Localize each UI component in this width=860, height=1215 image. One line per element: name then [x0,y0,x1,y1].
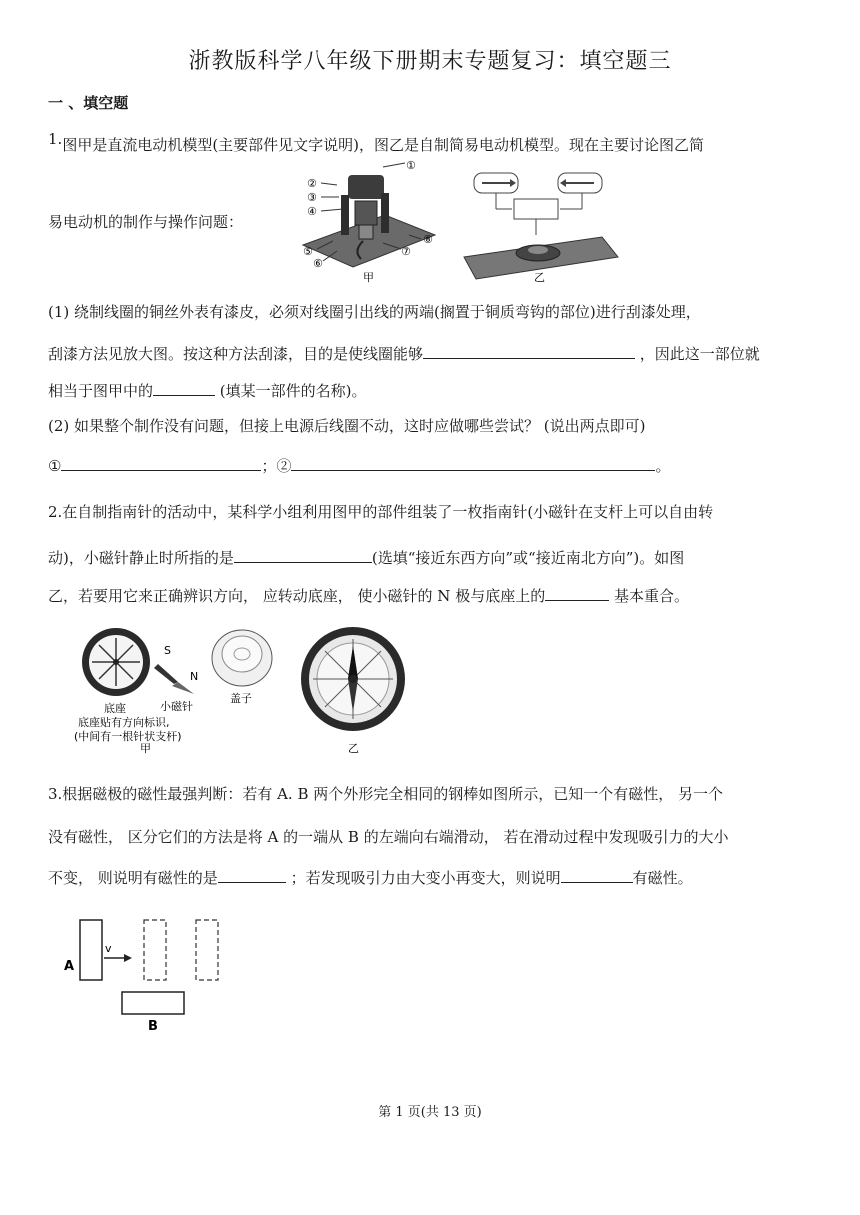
figure-steel-bars [60,912,240,1036]
answer-blank-q2-1[interactable] [234,546,372,563]
motor-label-5: ⑤ [303,245,313,258]
answer-blank-q1-2[interactable] [153,379,215,396]
motor-label-1: ① [406,159,416,172]
bar-a-label: A [64,959,75,974]
q1-p1-line3: 相当于图甲中的 (填某一部件的名称)。 [48,379,367,401]
q3-line2: 没有磁性， 区分它们的方法是将 A 的一端从 B 的左端向右端滑动， 若在滑动过程中发现吸引力的大小 [48,828,729,846]
figure-compass-jia [74,624,284,754]
q2-line1: 2.在自制指南针的活动中，某科学小组利用图甲的部件组装了一枚指南针(小磁针在支杆上可以自由转 [48,503,714,521]
base-note-1: 底座贴有方向标识, [78,716,170,729]
motor-jia-caption: 甲 [363,271,374,284]
base-label: 底座 [104,702,126,715]
answer-blank-q2-2[interactable] [545,584,609,601]
motor-label-4: ④ [307,205,317,218]
q1-p2-line1: (2) 如果整个制作没有问题，但接上电源后线圈不动，这时应做哪些尝试？ (说出两点即可) [48,417,646,435]
compass-jia-caption: 甲 [140,742,151,754]
motor-label-2: ② [307,177,317,190]
answer-blank-q1-4[interactable] [291,454,655,471]
q1-p1-line1: (1) 绕制线圈的铜丝外表有漆皮，必须对线圈引出线的两端(搁置于铜质弯钩的部位)进行刮漆处理， [48,303,701,321]
q3-line3: 不变， 则说明有磁性的是 ；若发现吸引力由大变小再变大，则说明 有磁性。 [48,866,693,888]
q1-line2: 易电动机的制作与操作问题： [48,213,244,231]
page-footer: 第 1 页(共 13 页) [378,1105,482,1120]
page-title: 浙教版科学八年级下册期末专题复习：填空题三 [188,49,672,74]
q3-line1: 3.根据磁极的磁性最强判断：若有 A. B 两个外形完全相同的钢棒如图所示，已知一个有磁性， 另一个 [48,785,724,803]
figure-motor-jia [293,157,443,285]
q1-number: 1. [48,130,63,148]
q2-line2: 动)，小磁针静止时所指的是 (选填“接近东西方向”或“接近南北方向”)。如图 [48,546,684,568]
bar-b-label: B [148,1019,158,1034]
answer-blank-q1-1[interactable] [423,342,635,359]
q1-line1: 1.图甲是直流电动机模型(主要部件见文字说明)，图乙是自制简易电动机模型。现在主要讨论图乙简 [48,130,705,154]
lid-label: 盖子 [230,692,252,705]
q1-p2-line2: ① ；② 。 [48,454,670,476]
q1-p1-line2: 刮漆方法见放大图。按这种方法刮漆，目的是使线圈能够 ，因此这一部位就 [48,342,760,364]
motor-label-7: ⑦ [401,245,411,258]
motor-label-6: ⑥ [313,257,323,270]
needle-label: 小磁针 [160,700,193,713]
answer-blank-q1-3[interactable] [61,454,261,471]
velocity-label: v [105,942,112,955]
figure-compass-yi [298,624,408,756]
motor-label-3: ③ [307,191,317,204]
section-heading: 一 、填空题 [48,94,129,112]
base-note-2: (中间有一根针状支杆) [74,730,182,743]
q2-line3: 乙，若要用它来正确辨识方向， 应转动底座， 使小磁针的 N 极与底座上的 基本重合。 [48,584,689,606]
figure-motor-yi [462,165,622,285]
answer-blank-q3-1[interactable] [218,866,286,883]
motor-yi-caption: 乙 [534,271,545,284]
answer-blank-q3-2[interactable] [561,866,633,883]
compass-yi-caption: 乙 [348,742,359,755]
needle-s-label: S [164,644,171,657]
motor-label-8: ⑧ [423,233,433,246]
needle-n-label: N [190,670,199,683]
